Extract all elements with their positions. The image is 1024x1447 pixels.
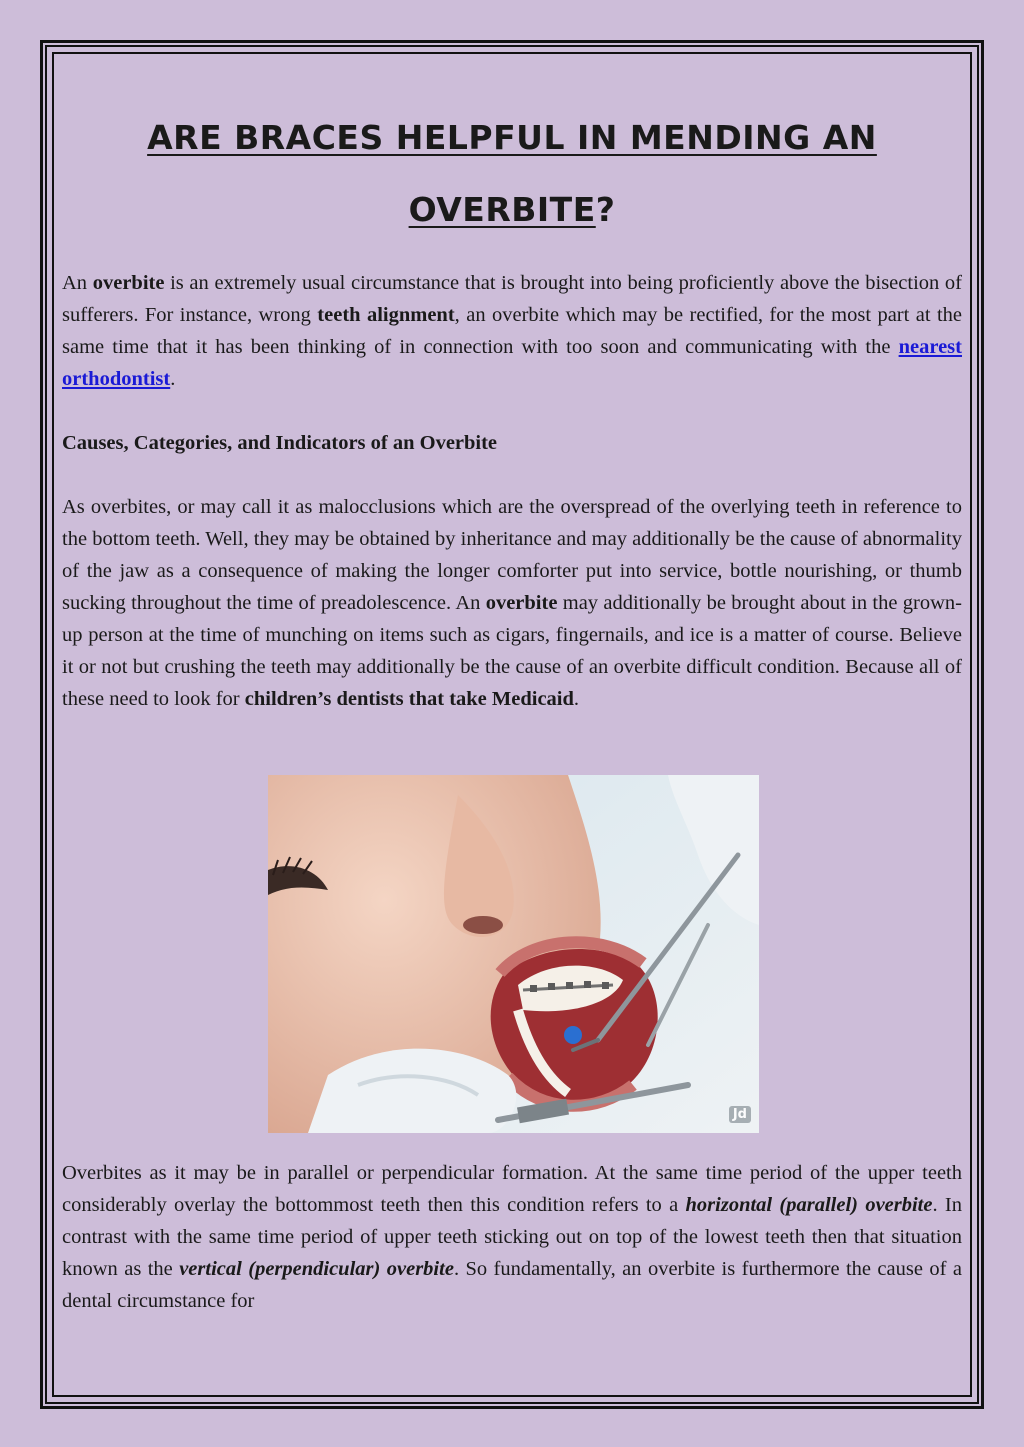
title-line-2: OVERBITE xyxy=(408,190,596,229)
text: . xyxy=(573,688,580,710)
text: Overbites as it may be in parallel or perpendicular formation. At the same time period of the upper teeth considerably overlay the bottommost teeth then this condition refers to a xyxy=(62,1162,962,1216)
text: . In contrast with the same time period of upper teeth sticking out on top of the lowest teeth then that situation known as the xyxy=(62,1194,962,1280)
bold-italic-term: vertical (perpendicular) overbite xyxy=(179,1258,454,1280)
causes-paragraph xyxy=(62,491,962,715)
article-title xyxy=(62,102,962,246)
text: may additionally be brought about in the grown-up person at the time of munching on items such as cigars, fingernails, and ice is a matter of course. Believe it or not but crushing the teeth may additionally be the cause of an overbite difficult condition. Because all of these need to look for xyxy=(62,592,962,710)
text: , an overbite which may be rectified, for the most part at the same time that it has been thinking of in connection with too soon and communicating with the xyxy=(62,304,962,358)
title-line-1: ARE BRACES HELPFUL IN MENDING AN xyxy=(147,118,877,157)
bold-italic-term: horizontal (parallel) overbite xyxy=(685,1194,933,1216)
bold-term: teeth alignment xyxy=(317,304,455,326)
intro-paragraph xyxy=(62,267,962,395)
text: As overbites, or may call it as malocclusions which are the overspread of the overlying teeth in reference to the bottom teeth. Well, they may be obtained by inheritance and may additionally be the cause of abnormality of the jaw as a consequence of making the longer comforter put into service, bottle nourishing, or thumb sucking throughout the time of preadolescence. An xyxy=(62,496,962,614)
text: . So fundamentally, an overbite is furthermore the cause of a dental circumstance for xyxy=(62,1258,962,1312)
bold-term: overbite xyxy=(92,272,165,294)
text: An xyxy=(62,272,93,294)
title-question-mark: ? xyxy=(595,190,616,229)
text: . xyxy=(170,368,176,390)
bold-term: children’s dentists that take Medicaid xyxy=(244,688,574,710)
text: is an extremely usual circumstance that is brought into being proficiently above the bisection of sufferers. For instance, wrong xyxy=(62,272,962,326)
nearest-orthodontist-link[interactable]: nearest orthodontist xyxy=(62,336,962,390)
types-paragraph xyxy=(62,1157,962,1317)
dental-braces-photo xyxy=(268,775,759,1133)
bold-term: overbite xyxy=(485,592,558,614)
section-heading: Causes, Categories, and Indicators of an Overbite xyxy=(62,432,498,454)
photo-watermark: Jd xyxy=(729,1106,751,1123)
